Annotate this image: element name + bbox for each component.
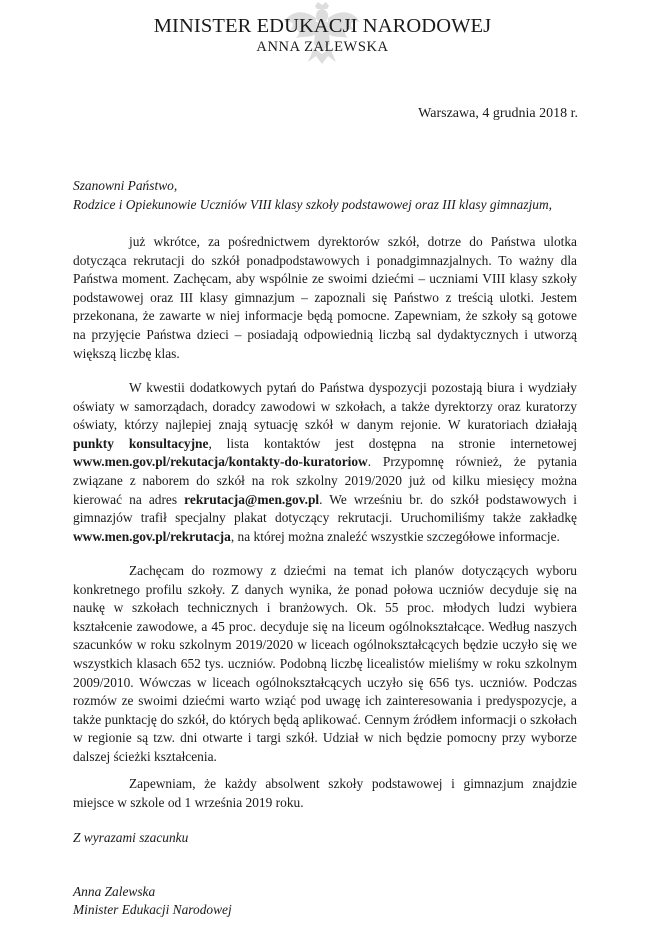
paragraph-2 [73,379,577,546]
header-title: MINISTER EDUKACJI NARODOWEJ [153,15,492,37]
header-name: ANNA ZALEWSKA [256,39,389,55]
paragraph-3 [73,562,577,767]
salutation-line-2: Rodzice i Opiekunowie Uczniów VIII klasy szkoły podstawowej oraz III klasy gimnazjum, [73,197,553,212]
paragraph-2-text-1: W kwestii dodatkowych pytań do Państwa dyspozycji pozostają biura i wydziały oświaty w samorządach, doradcy zawodowi w szkołach, a także dyrektorzy oraz kuratorzy oświaty, którzy najlepiej znają sytuację szkół w danym rejonie. W kuratoriach działają [73,380,577,433]
paragraph-3-text: Zachęcam do rozmowy z dziećmi na temat ich planów dotyczących wyboru konkretnego profilu szkoły. Z danych wynika, że ponad połowa uczniów decyduje się na naukę w szkołach technicznych i branżowych. Ok. 55 proc. młodych ludzi wybiera kształcenie zawodowe, a 45 proc. decyduje się na liceum ogólnokształcące. Według naszych szacunków w roku szkolnym 2019/2020 w liceach ogólnokształcących będzie uczyło się we wszystkich klasach 652 tys. uczniów. Podobną liczbę licealistów mieliśmy w roku szkolnym 2009/2010. Wówczas w liceach ogólnokształcących uczyło się 656 tys. uczniów. Podczas rozmów ze swoimi dziećmi warto wziąć pod uwagę ich zainteresowania i predyspozycje, a także punktację do szkół, do których będą aplikować. Cennym źródłem informacji o szkołach w regionie są tzw. dni otwarte i targi szkół. Udział w nich będzie pomocny przy wyborze dalszej ścieżki kształcenia. [73,563,577,764]
paragraph-2-text-2: , lista kontaktów jest dostępna na stronie internetowej [208,435,577,451]
rekrutacja-page-link[interactable]: www.men.gov.pl/rekrutacja [73,528,231,544]
rekrutacja-email-link[interactable]: rekrutacja@men.gov.pl [184,491,320,507]
signature-block [73,883,232,919]
salutation-line-1: Szanowni Państwo, [73,178,178,193]
signature-name: Anna Zalewska [73,884,156,899]
kuratoria-contacts-link[interactable]: www.men.gov.pl/rekutacja/kontakty-do-kuratoriow [73,454,368,470]
paragraph-4-text: Zapewniam, że każdy absolwent szkoły podstawowej i gimnazjum znajdzie miejsce w szkole od 1 września 2019 roku. [73,776,577,810]
paragraph-2-text-3: . Przypomnę również, że pytania związane z naborem do szkół na rok szkolny 2019/2020 już od kilku miesięcy można kierować na adres [73,454,577,507]
paragraph-2-text-5: , na której można znaleźć wszystkie szczegółowe informacje. [230,528,560,544]
closing-phrase: Z wyrazami szacunku [73,830,189,845]
paragraph-4 [73,775,577,812]
signature-title: Minister Edukacji Narodowej [73,902,232,917]
paragraph-2-text-4: . We wrześniu br. do szkół podstawowych i gimnazjów trafił specjalny plakat dotyczący rekrutacji. Uruchomiliśmy także zakładkę [73,491,578,526]
paragraph-1-text: już wkrótce, za pośrednictwem dyrektorów szkół, dotrze do Państwa ulotka dotycząca rekrutacji do szkół ponadpodstawowych i ponadgimnazjalnych. To ważny dla Państwa moment. Zachęcam, aby wspólnie ze swoimi dziećmi – uczniami VIII klasy szkoły podstawowej oraz III klasy gimnazjum – zapoznali się Państwo z treścią ulotki. Jestem przekonana, że zawarte w niej informacje będą pomocne. Zapewniam, że szkoły są gotowe na przyjęcie Państwa dzieci – posiadają odpowiednią liczbą sal dydaktycznych i utworzą większą liczbę klas. [73,234,577,361]
consultation-points-highlight: punkty konsultacyjne [73,435,209,451]
salutation [73,176,552,214]
letter-date: Warszawa, 4 grudnia 2018 r. [418,106,578,121]
paragraph-1 [73,233,577,363]
